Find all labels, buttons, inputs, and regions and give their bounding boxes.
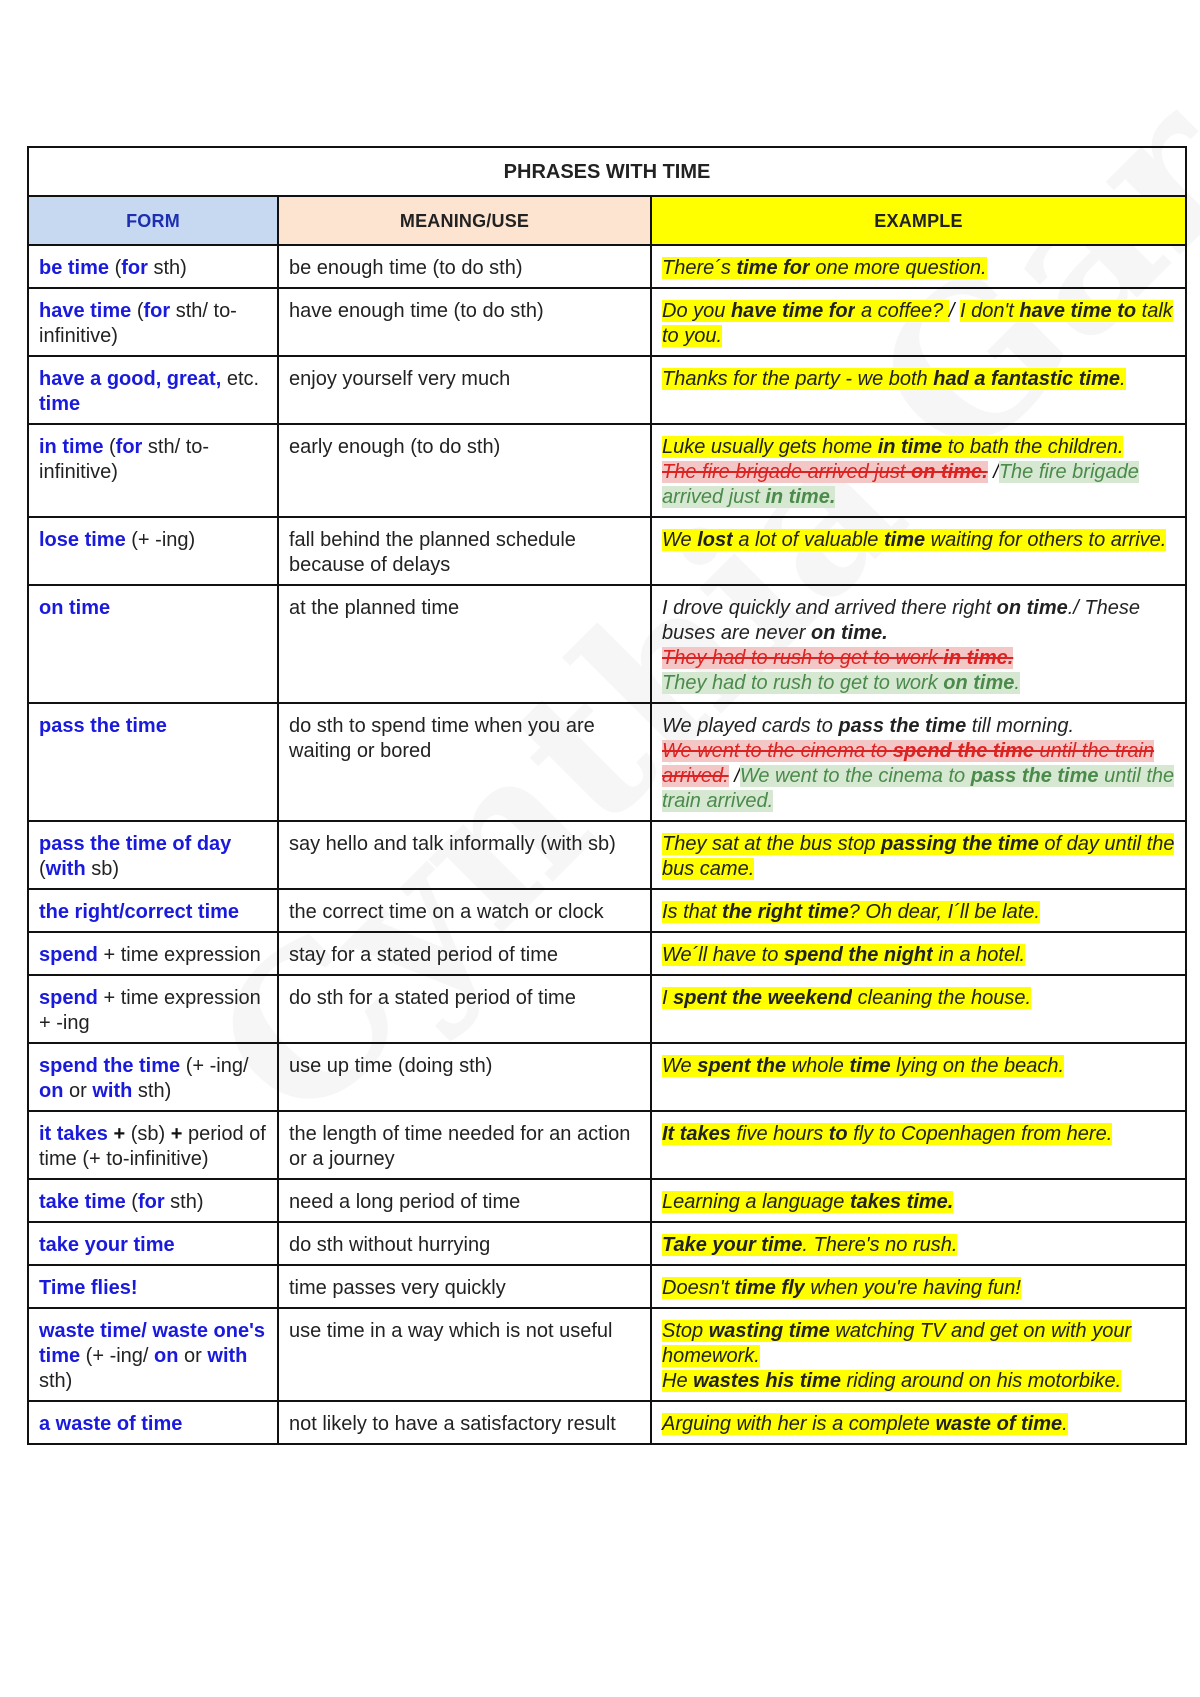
table-row (28, 821, 1186, 889)
meaning-cell: early enough (to do sth) (278, 424, 651, 517)
text-segment: Thanks for the party - we both (662, 368, 934, 390)
table-row (28, 424, 1186, 517)
form-segment: have time (39, 300, 132, 322)
text-segment: spent the weekend (673, 987, 853, 1009)
text-segment: on time. (810, 622, 888, 644)
form-segment: for (137, 1191, 165, 1213)
meaning-cell: do sth without hurrying (278, 1222, 651, 1265)
text-segment: . (1119, 368, 1126, 390)
text-segment: Is that (662, 901, 723, 923)
example-line (662, 646, 1175, 671)
form-segment: on time (39, 597, 111, 619)
text-segment: Arguing with her is a complete (662, 1413, 936, 1435)
text-segment: They sat at the bus stop (662, 833, 882, 855)
text-segment: five hours (730, 1123, 829, 1145)
example-cell (651, 517, 1186, 585)
form-segment: take your time (39, 1234, 175, 1256)
text-segment: watching TV and get on with your homework. (662, 1320, 1132, 1367)
text-segment: time for (736, 257, 810, 279)
form-segment: ( (109, 257, 122, 279)
example-line (662, 900, 1175, 925)
text-segment: ./ These buses are never (662, 597, 1140, 644)
text-segment: wasting time (708, 1320, 830, 1342)
text-segment: fly to Copenhagen from here. (847, 1123, 1113, 1145)
form-cell (28, 585, 278, 703)
text-segment: of day until the bus came. (662, 833, 1175, 880)
form-segment: with (207, 1345, 248, 1367)
example-line (662, 714, 1175, 739)
form-segment: sth/ to-infinitive) (39, 436, 210, 483)
text-segment: We went to the cinema to (662, 740, 893, 762)
table-row (28, 1179, 1186, 1222)
form-cell (28, 288, 278, 356)
form-cell (28, 1111, 278, 1179)
form-segment: in time (39, 436, 104, 458)
form-segment: spend (39, 944, 98, 966)
table-body (28, 245, 1186, 1444)
example-line (662, 832, 1175, 882)
header-meaning: MEANING/USE (278, 196, 651, 245)
meaning-cell: use time in a way which is not useful (278, 1308, 651, 1401)
form-segment: sth) (39, 1370, 73, 1392)
example-line (662, 1054, 1175, 1079)
text-segment: lying on the beach. (890, 1055, 1065, 1077)
form-cell (28, 1222, 278, 1265)
form-segment: spend the time (39, 1055, 181, 1077)
form-segment: sth) (147, 257, 187, 279)
form-segment: a waste of time (39, 1413, 183, 1435)
text-segment: We (662, 1055, 698, 1077)
text-segment: Stop (662, 1320, 709, 1342)
example-cell (651, 1043, 1186, 1111)
text-segment: I drove quickly and arrived there right (662, 597, 997, 619)
example-cell (651, 1401, 1186, 1444)
table-row (28, 356, 1186, 424)
text-segment: a lot of valuable (732, 529, 884, 551)
form-segment: + (107, 1123, 131, 1145)
text-segment: cleaning the house. (852, 987, 1032, 1009)
meaning-cell: stay for a stated period of time (278, 932, 651, 975)
text-segment: to (828, 1123, 848, 1145)
meaning-cell: not likely to have a satisfactory result (278, 1401, 651, 1444)
meaning-cell: time passes very quickly (278, 1265, 651, 1308)
table-row (28, 585, 1186, 703)
form-cell (28, 1043, 278, 1111)
table-row (28, 1222, 1186, 1265)
text-segment: I (662, 987, 674, 1009)
form-cell (28, 1179, 278, 1222)
form-segment: (+ -ing/ (80, 1345, 155, 1367)
text-segment: The fire brigade arrived just (662, 461, 912, 483)
meaning-cell: use up time (doing sth) (278, 1043, 651, 1111)
text-segment: It takes (662, 1123, 731, 1145)
form-segment: sth/ to-infinitive) (39, 300, 237, 347)
example-line (662, 299, 1175, 349)
example-line (662, 528, 1175, 553)
example-line (662, 986, 1175, 1011)
table-row (28, 975, 1186, 1043)
text-segment: the right time (722, 901, 849, 923)
example-cell (651, 821, 1186, 889)
text-segment: waiting for others to arrive. (925, 529, 1167, 551)
table-row (28, 932, 1186, 975)
example-line (662, 739, 1175, 814)
example-line (662, 1190, 1175, 1215)
form-segment: on (39, 1080, 64, 1102)
example-cell (651, 889, 1186, 932)
text-segment: Doesn't (662, 1277, 735, 1299)
example-cell (651, 245, 1186, 288)
example-line (662, 943, 1175, 968)
table-title: PHRASES WITH TIME (28, 147, 1186, 196)
text-segment: time (883, 529, 926, 551)
form-segment: + (165, 1123, 188, 1145)
form-cell (28, 703, 278, 821)
text-segment: time fly (734, 1277, 805, 1299)
text-segment: have time for (730, 300, 856, 322)
text-segment: one more question. (809, 257, 987, 279)
text-segment: / (948, 300, 960, 322)
form-segment: waste time/ waste one's time (39, 1320, 265, 1367)
form-segment: + time expression (97, 944, 261, 966)
form-segment: (+ -ing) (125, 529, 196, 551)
meaning-cell: enjoy yourself very much (278, 356, 651, 424)
form-cell (28, 821, 278, 889)
example-line (662, 1122, 1175, 1147)
text-segment: takes time. (849, 1191, 954, 1213)
form-segment: lose time (39, 529, 126, 551)
text-segment: when you're having fun! (804, 1277, 1021, 1299)
table-row (28, 889, 1186, 932)
text-segment: spend the night (783, 944, 933, 966)
text-segment: riding around on his motorbike. (840, 1370, 1122, 1392)
example-line (662, 367, 1175, 392)
text-segment: Do you (662, 300, 731, 322)
form-cell (28, 517, 278, 585)
text-segment: Luke usually gets home (662, 436, 878, 458)
form-cell (28, 932, 278, 975)
text-segment: We (662, 529, 698, 551)
text-segment: They had to rush to get to work (662, 647, 944, 669)
form-segment: sb) (85, 858, 120, 880)
form-cell (28, 1308, 278, 1401)
text-segment: waste of time (935, 1413, 1063, 1435)
text-segment: . (1062, 1413, 1068, 1435)
form-segment: on (154, 1345, 179, 1367)
form-segment: with (92, 1080, 133, 1102)
table-row (28, 245, 1186, 288)
example-cell (651, 356, 1186, 424)
table-row (28, 517, 1186, 585)
example-line (662, 596, 1175, 646)
text-segment: time (849, 1055, 891, 1077)
table-row (28, 288, 1186, 356)
form-segment: spend (39, 987, 98, 1009)
text-segment: Take your time (662, 1234, 803, 1256)
meaning-cell: be enough time (to do sth) (278, 245, 651, 288)
text-segment: . (1014, 672, 1020, 694)
form-segment: be time (39, 257, 110, 279)
text-segment: / (728, 765, 740, 787)
text-segment: Learning a language (662, 1191, 850, 1213)
example-cell (651, 1111, 1186, 1179)
text-segment: The fire brigade arrived just (662, 461, 1139, 508)
form-cell (28, 1265, 278, 1308)
text-segment: We played cards to (662, 715, 839, 737)
example-line (662, 1319, 1175, 1369)
header-form: FORM (28, 196, 278, 245)
text-segment: We´ll have to (662, 944, 784, 966)
meaning-cell: at the planned time (278, 585, 651, 703)
meaning-cell: say hello and talk informally (with sb) (278, 821, 651, 889)
form-segment: (sb) (130, 1123, 166, 1145)
text-segment: wastes his time (693, 1370, 841, 1392)
text-segment: on time. (911, 461, 988, 483)
form-segment: take time (39, 1191, 126, 1213)
example-line (662, 460, 1175, 510)
form-segment: have a good, great, (39, 368, 222, 390)
example-line (662, 1412, 1175, 1437)
text-segment: There´s (662, 257, 737, 279)
form-segment: (+ -ing/ (180, 1055, 249, 1077)
table-row (28, 1308, 1186, 1401)
phrases-document (27, 146, 1185, 1445)
text-segment: ? Oh dear, I´ll be late. (848, 901, 1040, 923)
example-line (662, 1369, 1175, 1394)
table-row (28, 1111, 1186, 1179)
text-segment: passing the time (881, 833, 1039, 855)
example-cell (651, 975, 1186, 1043)
text-segment: . There's no rush. (802, 1234, 958, 1256)
text-segment: talk to you. (662, 300, 1173, 347)
phrases-table (27, 146, 1187, 1445)
form-segment: etc. (221, 368, 260, 390)
form-segment: ( (39, 858, 46, 880)
example-cell (651, 1179, 1186, 1222)
header-example: EXAMPLE (651, 196, 1186, 245)
form-segment: ( (125, 1191, 138, 1213)
form-segment: ( (131, 300, 144, 322)
meaning-cell: do sth for a stated period of time (278, 975, 651, 1043)
text-segment: on time (943, 672, 1015, 694)
example-line (662, 1233, 1175, 1258)
form-segment: the right/correct time (39, 901, 240, 923)
text-segment: until the train arrived. (662, 765, 1175, 812)
table-row (28, 703, 1186, 821)
text-segment: a coffee? (855, 300, 949, 322)
text-segment: until the train arrived. (662, 740, 1155, 787)
form-segment: Time flies! (39, 1277, 138, 1299)
form-segment: or (63, 1080, 93, 1102)
text-segment: spend the time (892, 740, 1034, 762)
example-cell (651, 703, 1186, 821)
text-segment: whole (786, 1055, 850, 1077)
text-segment: spent the (697, 1055, 787, 1077)
example-cell (651, 1222, 1186, 1265)
form-segment: pass the time (39, 715, 167, 737)
form-segment: or (178, 1345, 208, 1367)
meaning-cell: the correct time on a watch or clock (278, 889, 651, 932)
text-segment: had a fantastic time (933, 368, 1120, 390)
example-line (662, 671, 1175, 696)
text-segment: pass the time (838, 715, 967, 737)
text-segment: They had to rush to get to work (662, 672, 944, 694)
meaning-cell: need a long period of time (278, 1179, 651, 1222)
example-cell (651, 1265, 1186, 1308)
text-segment: I don't (959, 300, 1020, 322)
text-segment: lost (697, 529, 733, 551)
table-row (28, 1043, 1186, 1111)
example-cell (651, 288, 1186, 356)
form-segment: ( (103, 436, 116, 458)
table-row (28, 1401, 1186, 1444)
form-segment: + time expression + -ing (39, 987, 261, 1034)
text-segment: in time (877, 436, 943, 458)
form-cell (28, 356, 278, 424)
text-segment: in a hotel. (932, 944, 1026, 966)
form-segment: sth) (164, 1191, 204, 1213)
example-cell (651, 932, 1186, 975)
example-line (662, 1276, 1175, 1301)
text-segment: We went to the cinema to (739, 765, 971, 787)
example-line (662, 435, 1175, 460)
meaning-cell: have enough time (to do sth) (278, 288, 651, 356)
form-segment: for (115, 436, 143, 458)
meaning-cell: the length of time needed for an action or a journey (278, 1111, 651, 1179)
text-segment: have time to (1019, 300, 1137, 322)
text-segment: on time (996, 597, 1068, 619)
example-cell (651, 424, 1186, 517)
meaning-cell: do sth to spend time when you are waiting or bored (278, 703, 651, 821)
text-segment: to bath the children. (942, 436, 1124, 458)
form-segment: for (121, 257, 148, 279)
form-cell (28, 975, 278, 1043)
text-segment: in time. (943, 647, 1014, 669)
text-segment: in time. (765, 486, 836, 508)
form-cell (28, 889, 278, 932)
form-segment: for (143, 300, 171, 322)
text-segment: pass the time (970, 765, 1099, 787)
text-segment: till morning. (966, 715, 1075, 737)
form-segment: time (39, 393, 81, 415)
meaning-cell: fall behind the planned schedule because of delays (278, 517, 651, 585)
text-segment: He (662, 1370, 694, 1392)
table-row (28, 1265, 1186, 1308)
form-cell (28, 245, 278, 288)
form-segment: sth) (132, 1080, 172, 1102)
example-cell (651, 585, 1186, 703)
form-segment: pass the time of day (39, 833, 232, 855)
form-segment: period of time (+ to-infinitive) (39, 1123, 266, 1170)
example-cell (651, 1308, 1186, 1401)
form-segment: it takes (39, 1123, 108, 1145)
form-cell (28, 424, 278, 517)
form-cell (28, 1401, 278, 1444)
text-segment: / (987, 461, 999, 483)
form-segment: with (45, 858, 86, 880)
example-line (662, 256, 1175, 281)
